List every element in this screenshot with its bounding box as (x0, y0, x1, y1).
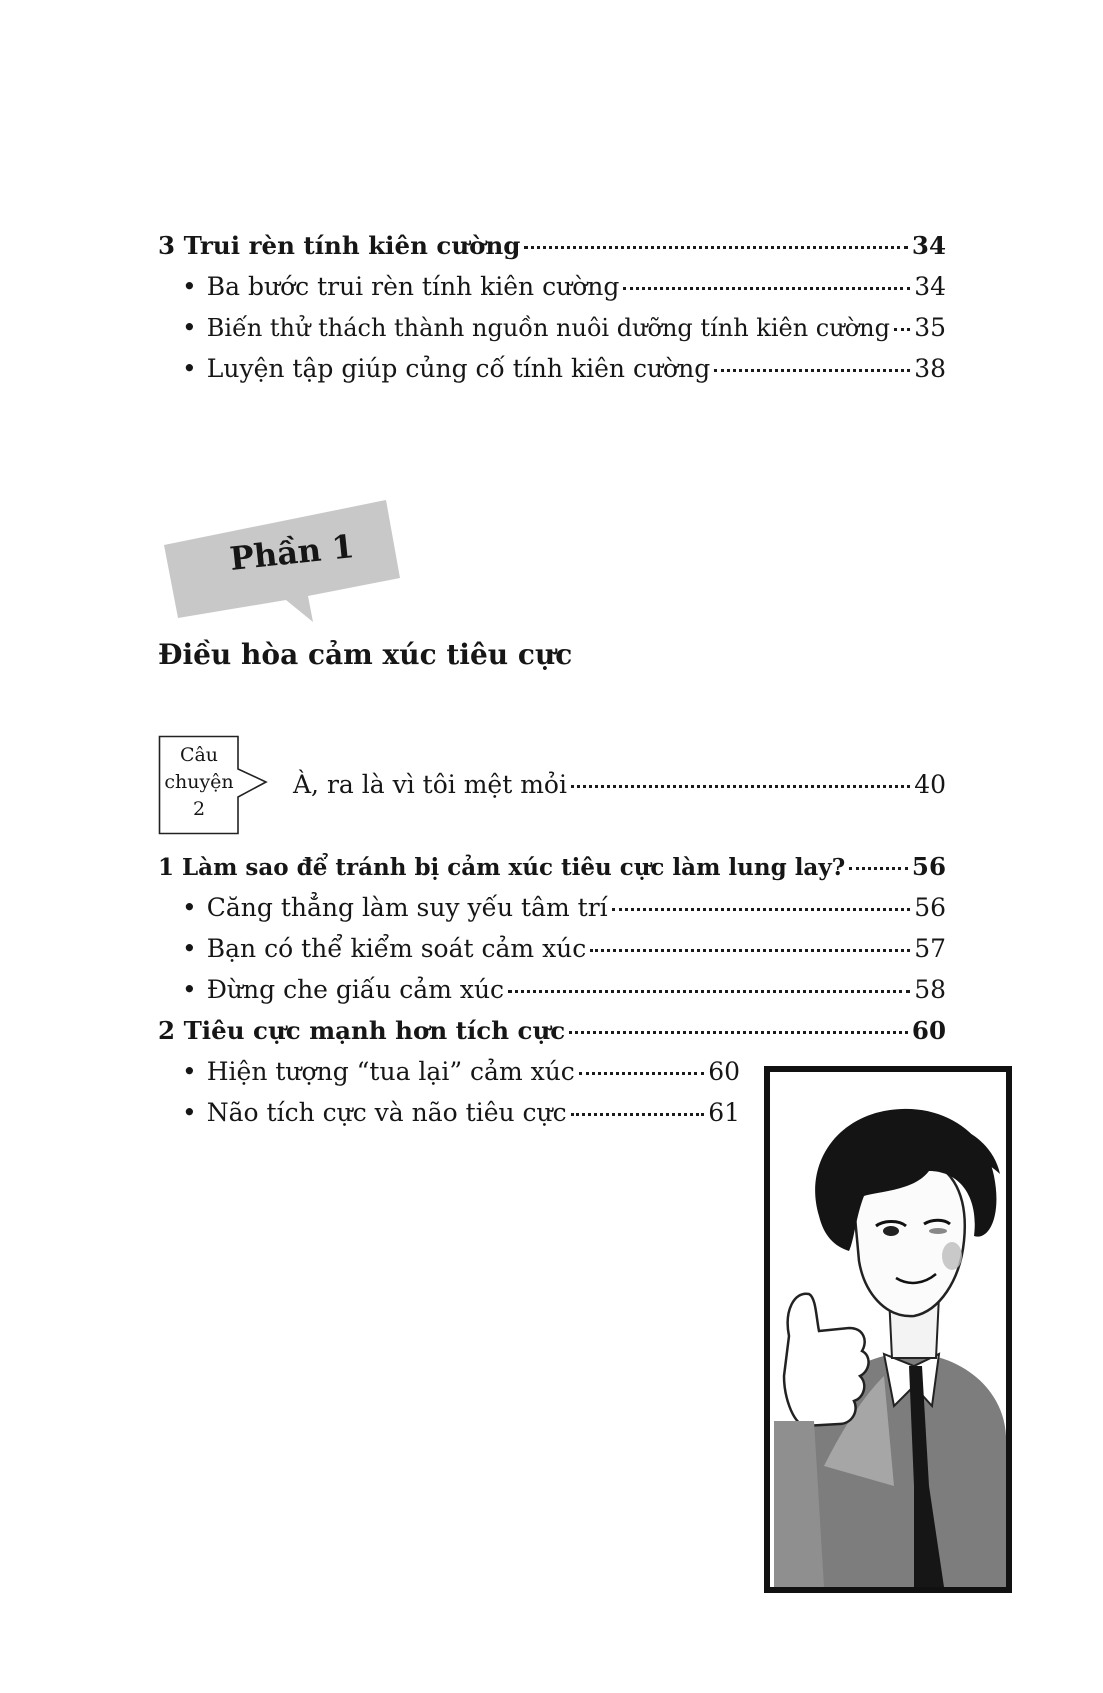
toc-page-number: 60 (911, 1016, 946, 1045)
toc-item[interactable] (182, 270, 946, 304)
bullet-icon: • (182, 934, 197, 963)
toc-item[interactable] (182, 932, 946, 966)
bullet-icon: • (182, 975, 197, 1004)
bullet-icon: • (182, 313, 197, 342)
dot-leader (508, 990, 910, 993)
bullet-icon: • (182, 354, 197, 383)
story-label-line: Câu (179, 744, 219, 766)
toc-heading-2[interactable] (158, 1014, 946, 1048)
manga-businessman-thumbs-up-illustration (764, 1066, 1012, 1593)
toc-item-text: Bạn có thể kiểm soát cảm xúc (206, 934, 587, 963)
toc-page-number: 61 (708, 1098, 740, 1127)
dot-leader (571, 785, 910, 788)
toc-page-number: 56 (911, 852, 946, 881)
dot-leader (569, 1031, 908, 1034)
story-label-line: 2 (192, 798, 206, 820)
toc-item-text: Não tích cực và não tiêu cực (206, 1098, 567, 1127)
toc-heading-3[interactable] (158, 229, 946, 263)
toc-item-text: Ba bước trui rèn tính kiên cường (206, 272, 620, 301)
toc-item[interactable] (182, 1096, 740, 1130)
toc-page-number: 34 (914, 272, 946, 301)
toc-item[interactable] (182, 352, 946, 386)
toc-item-text: Luyện tập giúp củng cố tính kiên cường (206, 354, 711, 383)
dot-leader (524, 246, 907, 249)
dot-leader (849, 867, 908, 870)
part-label: Phần 1 (228, 527, 357, 578)
story-label (160, 742, 238, 823)
toc-item-text: Biến thử thách thành nguồn nuôi dưỡng tính kiên cường (206, 314, 890, 342)
toc-item-text: Đừng che giấu cảm xúc (206, 975, 505, 1004)
bullet-icon: • (182, 1057, 197, 1086)
dot-leader (579, 1072, 704, 1075)
bullet-icon: • (182, 1098, 197, 1127)
toc-heading-text: 2 Tiêu cực mạnh hơn tích cực (158, 1016, 566, 1045)
toc-page-number: 38 (914, 354, 946, 383)
toc-page-number: 35 (914, 313, 946, 342)
toc-item-text: À, ra là vì tôi mệt mỏi (293, 770, 567, 799)
toc-page-number: 34 (911, 231, 946, 260)
dot-leader (571, 1113, 705, 1116)
dot-leader (590, 949, 910, 952)
toc-page-number: 58 (914, 975, 946, 1004)
dot-leader (714, 369, 910, 372)
toc-item[interactable] (182, 1055, 740, 1089)
bullet-icon: • (182, 893, 197, 922)
toc-item[interactable] (182, 311, 946, 345)
toc-page-number: 56 (914, 893, 946, 922)
bullet-icon: • (182, 272, 197, 301)
toc-item-text: Hiện tượng “tua lại” cảm xúc (206, 1057, 575, 1086)
toc-item-text: Căng thẳng làm suy yếu tâm trí (206, 893, 608, 922)
toc-page-number: 40 (914, 770, 946, 799)
toc-page-number: 57 (914, 934, 946, 963)
toc-item[interactable] (182, 891, 946, 925)
dot-leader (894, 328, 910, 331)
toc-item[interactable] (182, 973, 946, 1007)
story-label-line: chuyện (164, 771, 234, 793)
toc-heading-text: 3 Trui rèn tính kiên cường (158, 231, 521, 260)
toc-story-item[interactable] (293, 768, 946, 802)
part-title: Điều hòa cảm xúc tiêu cực (158, 638, 573, 671)
dot-leader (623, 287, 910, 290)
toc-heading-text: 1 Làm sao để tránh bị cảm xúc tiêu cực làm lung lay? (158, 854, 846, 881)
dot-leader (612, 908, 911, 911)
toc-page-number: 60 (708, 1057, 740, 1086)
toc-heading-1[interactable] (158, 850, 946, 885)
